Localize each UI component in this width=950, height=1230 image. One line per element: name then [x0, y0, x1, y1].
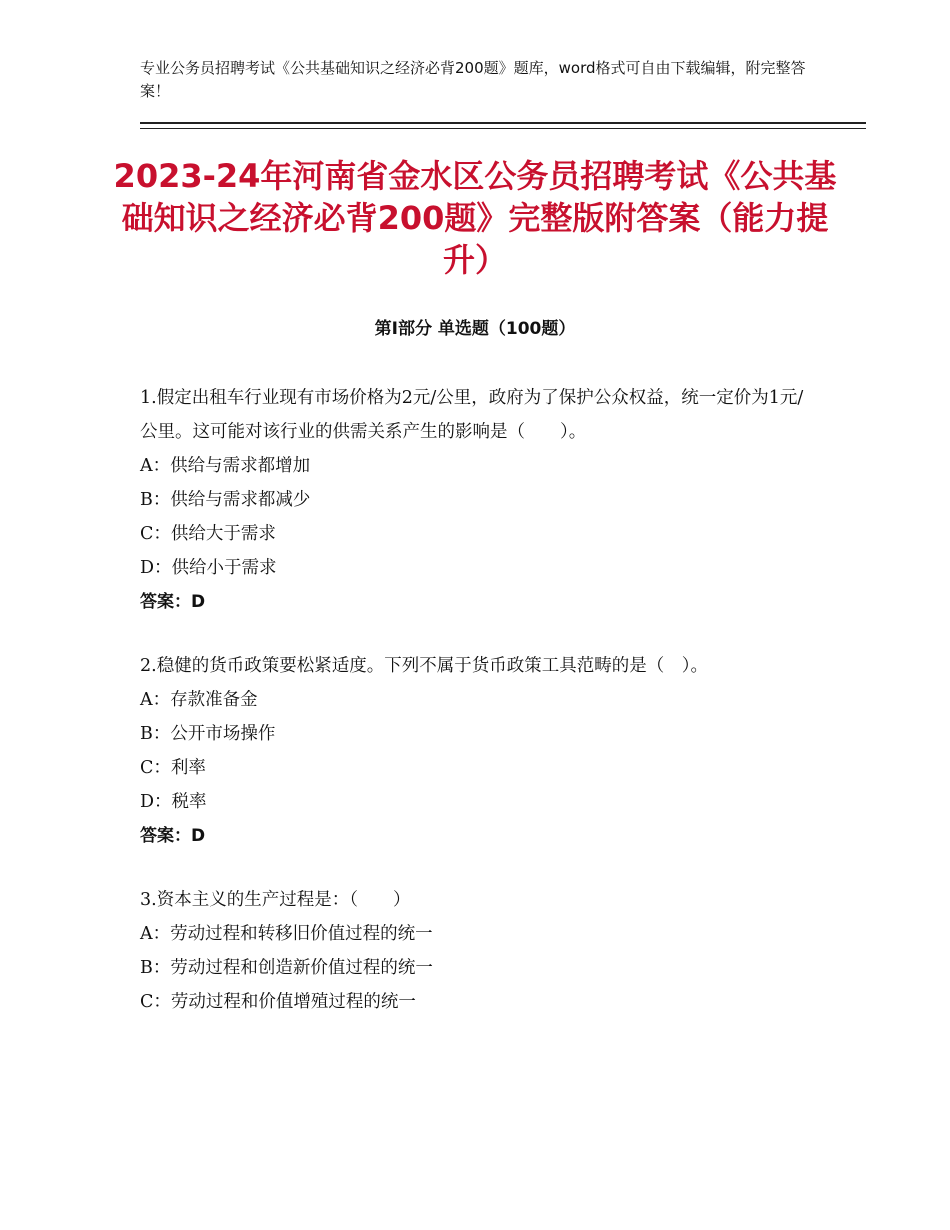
option-a: A：劳动过程和转移旧价值过程的统一 — [140, 924, 433, 944]
question-2 — [140, 649, 820, 853]
option-a: A：供给与需求都增加 — [140, 456, 311, 476]
document-title: 2023-24年河南省金水区公务员招聘考试《公共基础知识之经济必背200题》完整版附答案（能力提升） — [113, 157, 837, 279]
option-b: B：供给与需求都减少 — [140, 490, 311, 510]
question-3 — [140, 883, 820, 1019]
option-a: A：存款准备金 — [140, 690, 258, 710]
option-b: B：劳动过程和创造新价值过程的统一 — [140, 958, 433, 978]
option-c: C：供给大于需求 — [140, 524, 276, 544]
header-rule-thin — [140, 128, 866, 129]
question-1 — [140, 381, 820, 619]
header-rule-thick — [140, 122, 866, 124]
question-stem: 2.稳健的货币政策要松紧适度。下列不属于货币政策工具范畴的是（ ）。 — [140, 656, 708, 676]
option-b: B：公开市场操作 — [140, 724, 276, 744]
option-c: C：利率 — [140, 758, 206, 778]
option-d: D：税率 — [140, 792, 207, 812]
option-d: D：供给小于需求 — [140, 558, 277, 578]
answer: 答案：D — [140, 826, 206, 846]
question-list — [140, 381, 820, 1049]
header-note: 专业公务员招聘考试《公共基础知识之经济必背200题》题库，word格式可自由下载编辑，附完整答案！ — [140, 59, 806, 100]
answer: 答案：D — [140, 592, 206, 612]
option-c: C：劳动过程和价值增殖过程的统一 — [140, 992, 416, 1012]
question-stem: 1.假定出租车行业现有市场价格为2元/公里，政府为了保护公众权益，统一定价为1元/公里。这可能对该行业的供需关系产生的影响是（ ）。 — [140, 388, 804, 442]
question-stem: 3.资本主义的生产过程是：（ ） — [140, 890, 411, 910]
section-heading: 第Ⅰ部分 单选题（100题） — [374, 319, 576, 339]
